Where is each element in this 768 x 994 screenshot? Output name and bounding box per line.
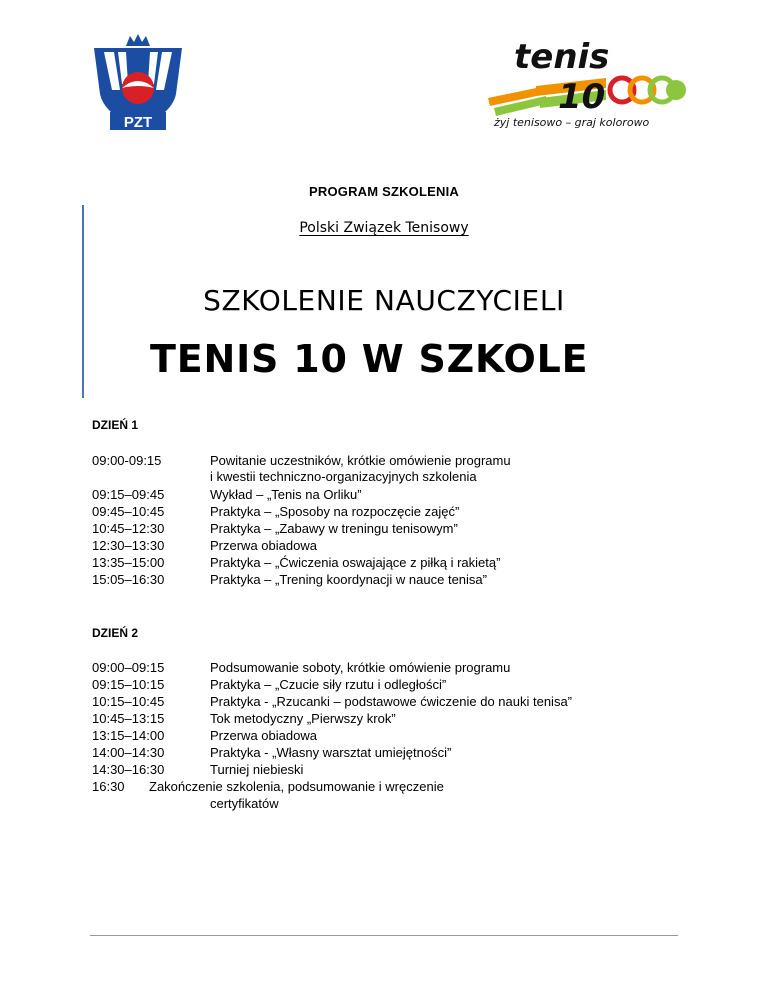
tenis-logo-word: tenis [514,38,610,77]
pzt-logo [92,34,184,134]
row-time: 10:45–12:30 [92,521,165,536]
row-time: 15:05–16:30 [92,572,165,587]
row-time: 09:15–10:15 [92,677,165,692]
row-desc-continued: certyfikatów [210,796,279,811]
pzt-logo-text: PZT [123,114,153,131]
row-time: 10:15–10:45 [92,694,165,709]
tenis-logo-number: 10 [558,77,606,117]
day1-label: DZIEŃ 1 [92,418,139,432]
main-heading: SZKOLENIE NAUCZYCIELI [203,284,565,317]
row-desc: Praktyka – „Czucie siły rzutu i odległości” [210,677,447,692]
tenis-logo-slogan: żyj tenisowo – graj kolorowo [494,116,650,129]
row-desc: Praktyka – „Zabawy w treningu tenisowym” [210,521,458,536]
row-time: 12:30–13:30 [92,538,165,553]
row-time: 13:15–14:00 [92,728,165,743]
row-desc: Wykład – „Tenis na Orliku” [210,487,362,502]
tenis10-logo [486,38,688,130]
row-time: 09:15–09:45 [92,487,165,502]
row-time: 09:00–09:15 [92,660,165,675]
row-desc: Praktyka – „Ćwiczenia oswajające z piłką i rakietą” [210,555,501,570]
row-desc: Praktyka - „Własny warsztat umiejętności” [210,745,452,760]
row-desc: Przerwa obiadowa [210,538,317,553]
row-time: 14:00–14:30 [92,745,165,760]
row-time: 16:30 [92,779,125,794]
row-time: 13:35–15:00 [92,555,165,570]
row-desc: Przerwa obiadowa [210,728,317,743]
row-desc: Tok metodyczny „Pierwszy krok” [210,711,396,726]
row-desc: Podsumowanie soboty, krótkie omówienie programu [210,660,511,675]
row-time: 09:00-09:15 [92,453,162,468]
sub-heading: TENIS 10 W SZKOLE [150,337,589,381]
day2-label: DZIEŃ 2 [92,626,139,640]
row-desc: Praktyka - „Rzucanki – podstawowe ćwiczenie do nauki tenisa” [210,694,573,709]
row-desc-continued: i kwestii techniczno-organizacyjnych szkolenia [210,469,477,484]
row-time: 14:30–16:30 [92,762,165,777]
row-desc: Zakończenie szkolenia, podsumowanie i wręczenie [149,779,444,794]
organization-label: Polski Związek Tenisowy [299,220,469,236]
organization-name [0,220,768,236]
program-title: PROGRAM SZKOLENIA [308,184,459,199]
row-desc: Praktyka – „Sposoby na rozpoczęcie zajęć” [210,504,460,519]
row-desc: Powitanie uczestników, krótkie omówienie programu [210,453,511,468]
row-desc: Praktyka – „Trening koordynacji w nauce tenisa” [210,572,487,587]
footer-divider [90,935,678,936]
row-desc: Turniej niebieski [210,762,304,777]
row-time: 10:45–13:15 [92,711,165,726]
row-time: 09:45–10:45 [92,504,165,519]
